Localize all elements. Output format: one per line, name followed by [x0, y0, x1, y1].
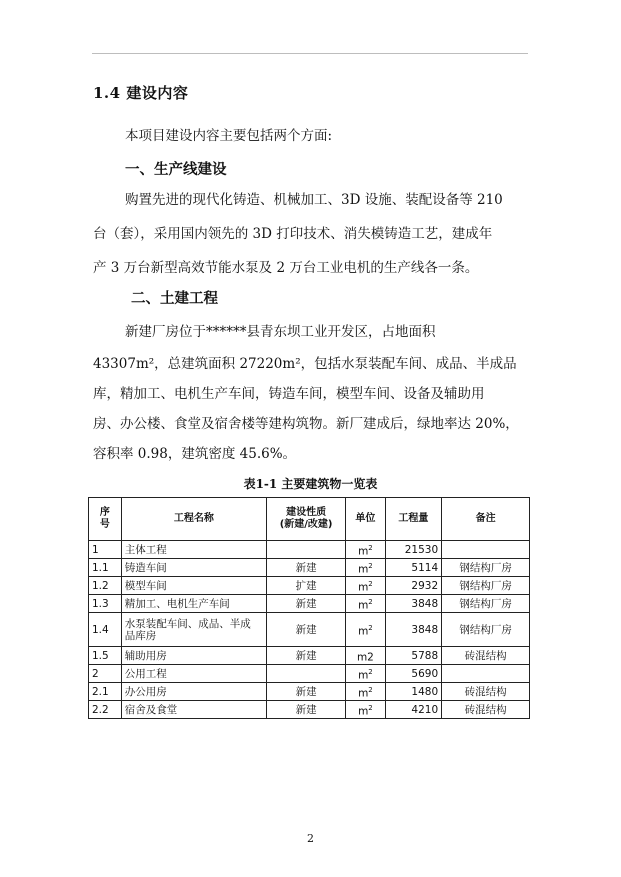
cell-unit [346, 541, 386, 559]
cell-name: 公用工程 [121, 665, 266, 683]
heading-production-line: 一、生产线建设 [125, 161, 227, 178]
cell-name: 模型车间 [121, 577, 266, 595]
unit-sup: 2 [368, 561, 373, 570]
cell-note: 钢结构厂房 [442, 559, 530, 577]
cell-name: 办公用房 [121, 683, 266, 701]
cell-type: 扩建 [267, 577, 346, 595]
unit-base: m [358, 563, 369, 576]
table-row [89, 613, 530, 647]
cell-name: 主体工程 [121, 541, 266, 559]
header-name: 工程名称 [121, 498, 266, 541]
cell-note [442, 541, 530, 559]
unit-sup: 2 [368, 597, 373, 606]
cell-type: 新建 [267, 559, 346, 577]
cell-no: 1.5 [89, 647, 122, 665]
cell-type: 新建 [267, 647, 346, 665]
table-row [89, 577, 530, 595]
header-no-line1: 序 [99, 507, 110, 518]
table-row [89, 559, 530, 577]
cell-qty: 5788 [385, 647, 441, 665]
cell-no: 2.2 [89, 701, 122, 719]
cell-name: 辅助用房 [121, 647, 266, 665]
cell-qty: 2932 [385, 577, 441, 595]
part2-line: 新建厂房位于******县青东坝工业开发区，占地面积 [125, 324, 436, 340]
cell-note: 砖混结构 [442, 701, 530, 719]
part2-line: 房、办公楼、食堂及宿舍楼等建构筑物。新厂建成后，绿地率达 20%， [93, 416, 519, 432]
cell-name: 铸造车间 [121, 559, 266, 577]
header-unit: 单位 [346, 498, 386, 541]
cell-no: 2 [89, 665, 122, 683]
cell-qty: 1480 [385, 683, 441, 701]
cell-type: 新建 [267, 701, 346, 719]
header-type [267, 498, 346, 541]
unit-sup: 2 [368, 667, 373, 676]
cell-note: 砖混结构 [442, 647, 530, 665]
part1-line: 产 3 万台新型高效节能水泵及 2 万台工业电机的生产线各一条。 [93, 260, 479, 276]
cell-qty: 3848 [385, 613, 441, 647]
cell-qty: 5690 [385, 665, 441, 683]
table-row [89, 665, 530, 683]
table-caption: 表1-1 主要建筑物一览表 [243, 477, 378, 491]
unit-sup: 2 [368, 685, 373, 694]
table-row [89, 701, 530, 719]
header-type-line2: (新建/改建) [279, 519, 333, 530]
buildings-table [88, 497, 530, 719]
cell-qty: 21530 [385, 541, 441, 559]
cell-note [442, 665, 530, 683]
cell-unit [346, 647, 386, 665]
unit-base: m [358, 625, 369, 638]
table-row [89, 595, 530, 613]
part2-line: 容积率 0.98，建筑密度 45.6%。 [93, 446, 297, 462]
part1-line: 购置先进的现代化铸造、机械加工、3D 设施、装配设备等 210 [125, 192, 503, 208]
cell-no: 1.1 [89, 559, 122, 577]
unit-base: m [358, 669, 369, 682]
cell-unit [346, 577, 386, 595]
unit-sup: 2 [368, 543, 373, 552]
intro-paragraph: 本项目建设内容主要包括两个方面: [125, 128, 333, 144]
header-qty: 工程量 [385, 498, 441, 541]
cell-no: 1.3 [89, 595, 122, 613]
unit-base: m [358, 687, 369, 700]
page-number: 2 [307, 832, 314, 845]
table-row [89, 541, 530, 559]
cell-no: 2.1 [89, 683, 122, 701]
cell-note: 钢结构厂房 [442, 613, 530, 647]
cell-type: 新建 [267, 595, 346, 613]
unit-sup: 2 [368, 703, 373, 712]
header-no-line2: 号 [99, 519, 110, 530]
unit-base: m [358, 581, 369, 594]
cell-qty: 3848 [385, 595, 441, 613]
cell-qty: 4210 [385, 701, 441, 719]
cell-no: 1.4 [89, 613, 122, 647]
unit-base: m [358, 705, 369, 718]
cell-name: 宿舍及食堂 [121, 701, 266, 719]
part2-line: 43307m²，总建筑面积 27220m²，包括水泵装配车间、成品、半成品 [93, 356, 517, 372]
unit-base: m [358, 545, 369, 558]
cell-unit [346, 665, 386, 683]
table-row [89, 683, 530, 701]
cell-type [267, 541, 346, 559]
cell-unit [346, 613, 386, 647]
heading-civil-works: 二、土建工程 [131, 290, 218, 307]
cell-no: 1.2 [89, 577, 122, 595]
section-title: 1.4 建设内容 [93, 84, 189, 102]
cell-unit [346, 559, 386, 577]
cell-name-line1: 水泵装配车间、成品、半成 [124, 617, 251, 630]
header-type-line1: 建设性质 [286, 507, 327, 518]
unit-sup: 2 [368, 623, 373, 632]
cell-no: 1 [89, 541, 122, 559]
cell-unit [346, 701, 386, 719]
unit-base: m2 [356, 651, 374, 664]
unit-base: m [358, 599, 369, 612]
cell-type: 新建 [267, 613, 346, 647]
cell-unit [346, 595, 386, 613]
header-note: 备注 [442, 498, 530, 541]
cell-name: 精加工、电机生产车间 [121, 595, 266, 613]
part2-line: 库，精加工、电机生产车间，铸造车间，模型车间、设备及辅助用 [93, 386, 485, 402]
unit-sup: 2 [368, 579, 373, 588]
header-no [89, 498, 122, 541]
cell-note: 钢结构厂房 [442, 595, 530, 613]
cell-note: 钢结构厂房 [442, 577, 530, 595]
cell-name [121, 613, 266, 647]
cell-note: 砖混结构 [442, 683, 530, 701]
cell-type [267, 665, 346, 683]
table-header-row [89, 498, 530, 541]
cell-unit [346, 683, 386, 701]
cell-name-line2: 品库房 [124, 629, 157, 642]
table-row [89, 647, 530, 665]
cell-type: 新建 [267, 683, 346, 701]
cell-qty: 5114 [385, 559, 441, 577]
header-rule [92, 53, 528, 54]
part1-line: 台（套），采用国内领先的 3D 打印技术、消失模铸造工艺，建成年 [93, 226, 493, 242]
